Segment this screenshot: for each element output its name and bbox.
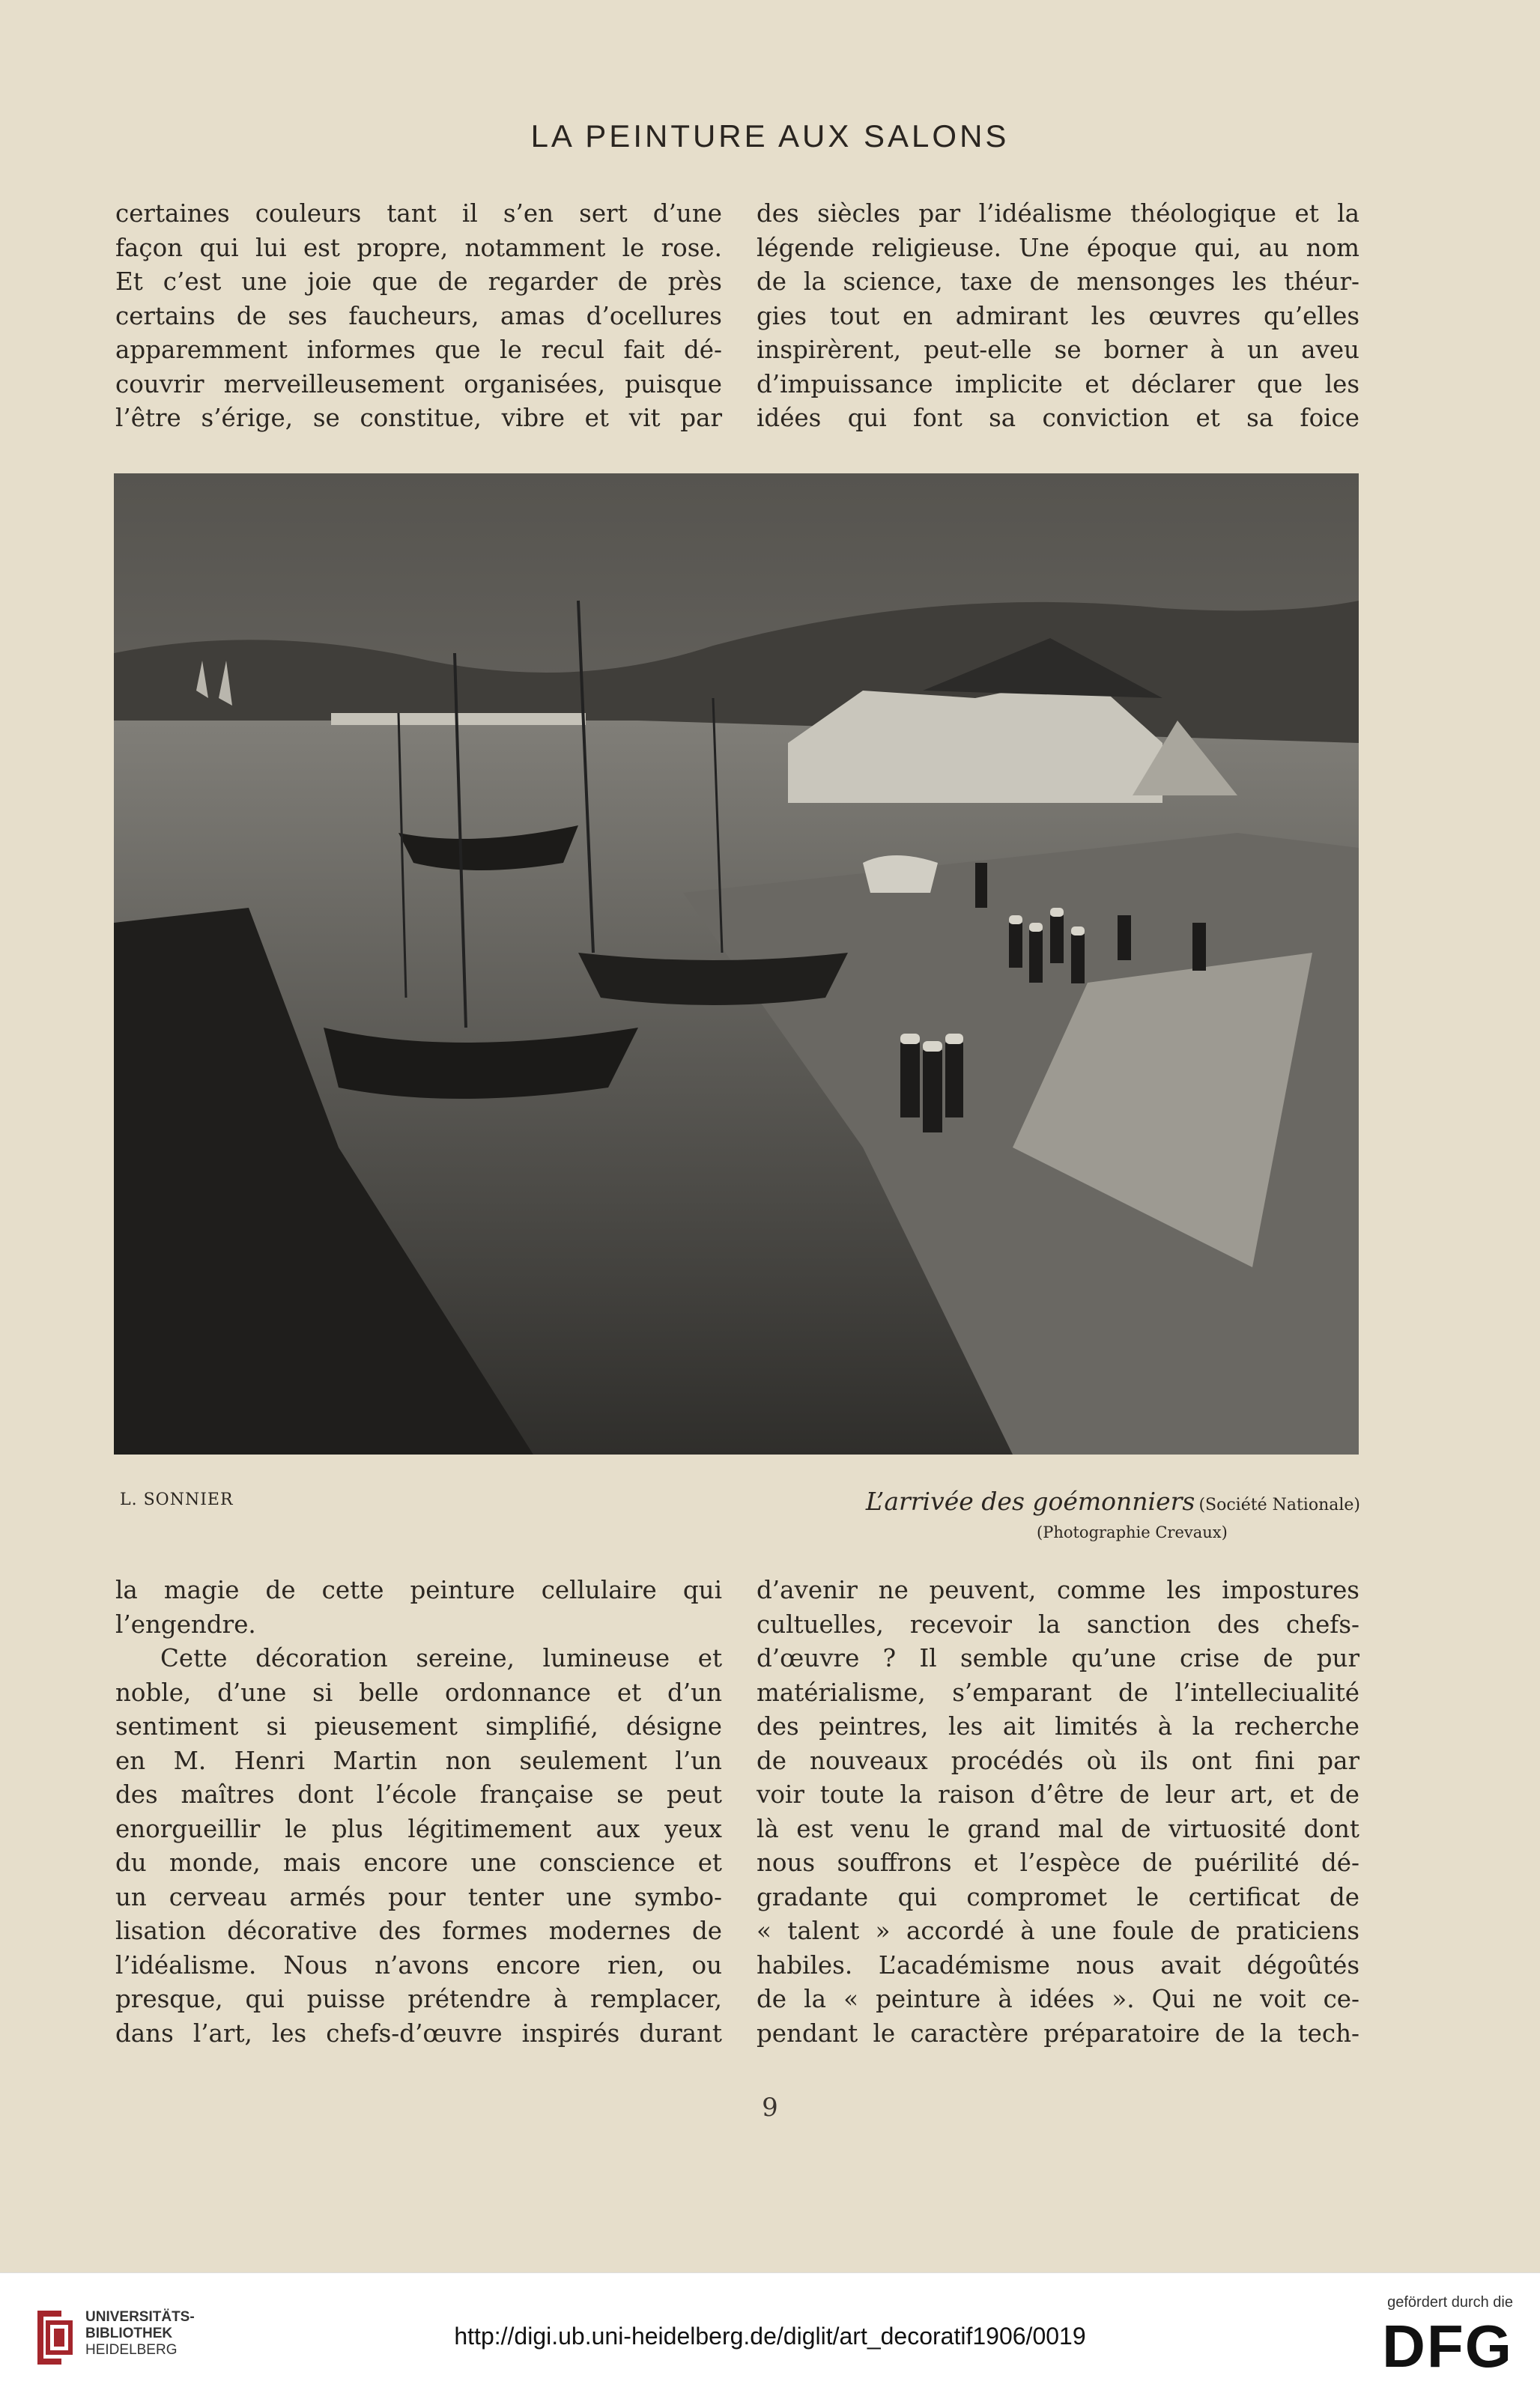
caption-artist: L. SONNIER — [120, 1490, 234, 1509]
page-number: 9 — [762, 2093, 778, 2123]
text-line: idées qui font sa conviction et sa foice — [757, 404, 1359, 432]
caption-society: (Société Nationale) — [1198, 1496, 1360, 1514]
text-line: habiles. L’académisme nous avait dégoûtés — [757, 1950, 1359, 1980]
text-line: nous souffrons et l’espèce de puérilité dé- — [757, 1848, 1359, 1877]
text-line: « talent » accordé à une foule de praticiens — [757, 1917, 1359, 1945]
caption-title: L’arrivée des goémonniers — [865, 1487, 1195, 1516]
text-line: certains de ses faucheurs, amas d’ocellures — [115, 301, 722, 330]
text-line: gradante qui compromet le certificat de — [757, 1882, 1359, 1911]
library-name-line: UNIVERSITÄTS- — [85, 2309, 195, 2325]
text-line: légende religieuse. Une époque qui, au nom — [757, 233, 1359, 262]
permalink-url[interactable]: http://digi.ub.uni-heidelberg.de/diglit/art_decoratif1906/0019 — [454, 2323, 1086, 2350]
text-line: de la « peinture à idées ». Qui ne voit ce- — [757, 1985, 1359, 2013]
caption-title-line — [866, 1487, 1360, 1516]
caption-photo-credit: (Photographie Crevaux) — [1037, 1523, 1228, 1541]
text-line: inspirèrent, peut-elle se borner à un aveu — [757, 336, 1359, 364]
text-line: des peintres, les ait limités à la recherche — [757, 1712, 1359, 1741]
text-line: en M. Henri Martin non seulement l’un — [115, 1746, 722, 1775]
text-line: l’idéalisme. Nous n’avons encore rien, ou — [115, 1950, 722, 1980]
text-column-left-bottom — [115, 1574, 722, 2051]
text-line: du monde, mais encore une conscience et — [115, 1848, 722, 1877]
dfg-logo[interactable]: DFG — [1382, 2313, 1513, 2380]
text-line: cultuelles, recevoir la sanction des chefs- — [757, 1610, 1359, 1639]
text-line: là est venu le grand mal de virtuosité dont — [757, 1814, 1359, 1843]
text-line: l’être s’érige, se constitue, vibre et vit par — [115, 404, 722, 432]
text-line: dans l’art, les chefs-d’œuvre inspirés durant — [115, 2019, 722, 2048]
text-line: de la science, taxe de mensonges les théur- — [757, 267, 1359, 296]
text-line: apparemment informes que le recul fait dé- — [115, 336, 722, 364]
text-line: façon qui lui est propre, notamment le rose. — [115, 233, 722, 262]
text-line: Cette décoration sereine, lumineuse et — [160, 1644, 722, 1672]
text-line: pendant le caractère préparatoire de la tech- — [757, 2019, 1359, 2048]
text-column-left-top — [115, 197, 722, 436]
painting-image — [114, 473, 1359, 1455]
running-title: LA PEINTURE AUX SALONS — [530, 118, 1010, 154]
text-line: d’impuissance implicite et déclarer que les — [757, 369, 1359, 398]
text-line: matérialisme, s’emparant de l’intelleciualité — [757, 1678, 1359, 1707]
text-line: l’engendre. — [115, 1610, 256, 1639]
text-column-right-bottom — [757, 1574, 1359, 2051]
painting-reproduction — [114, 473, 1359, 1455]
text-line: un cerveau armés pour tenter une symbo- — [115, 1882, 722, 1911]
text-line: presque, qui puisse prétendre à remplacer, — [115, 1985, 722, 2013]
text-line: noble, d’une si belle ordonnance et d’un — [115, 1678, 722, 1707]
library-name-line: HEIDELBERG — [85, 2342, 178, 2358]
library-name-line: BIBLIOTHEK — [85, 2326, 173, 2341]
viewer-footer — [0, 2272, 1540, 2393]
text-line: d’avenir ne peuvent, comme les impostures — [757, 1576, 1359, 1604]
text-line: des maîtres dont l’école française se peut — [115, 1780, 722, 1809]
text-line: la magie de cette peinture cellulaire qui — [115, 1576, 722, 1604]
text-line: gies tout en admirant les œuvres qu’elles — [757, 301, 1359, 330]
text-column-right-top — [757, 197, 1359, 436]
text-line: Et c’est une joie que de regarder de près — [115, 267, 722, 296]
text-line: sentiment si pieusement simplifié, désigne — [115, 1712, 722, 1741]
text-line: couvrir merveilleusement organisées, puisque — [115, 369, 722, 398]
text-line: enorgueillir le plus légitimement aux yeux — [115, 1814, 722, 1843]
text-line: lisation décorative des formes modernes de — [115, 1917, 722, 1945]
text-line: voir toute la raison d’être de leur art, et de — [757, 1780, 1359, 1809]
funded-by-label: gefördert durch die — [1387, 2294, 1513, 2311]
text-line: certaines couleurs tant il s’en sert d’une — [115, 199, 722, 228]
text-line: d’œuvre ? Il semble qu’une crise de pur — [757, 1644, 1359, 1672]
text-line: de nouveaux procédés où ils ont fini par — [757, 1746, 1359, 1775]
text-line: des siècles par l’idéalisme théologique et la — [757, 199, 1359, 228]
